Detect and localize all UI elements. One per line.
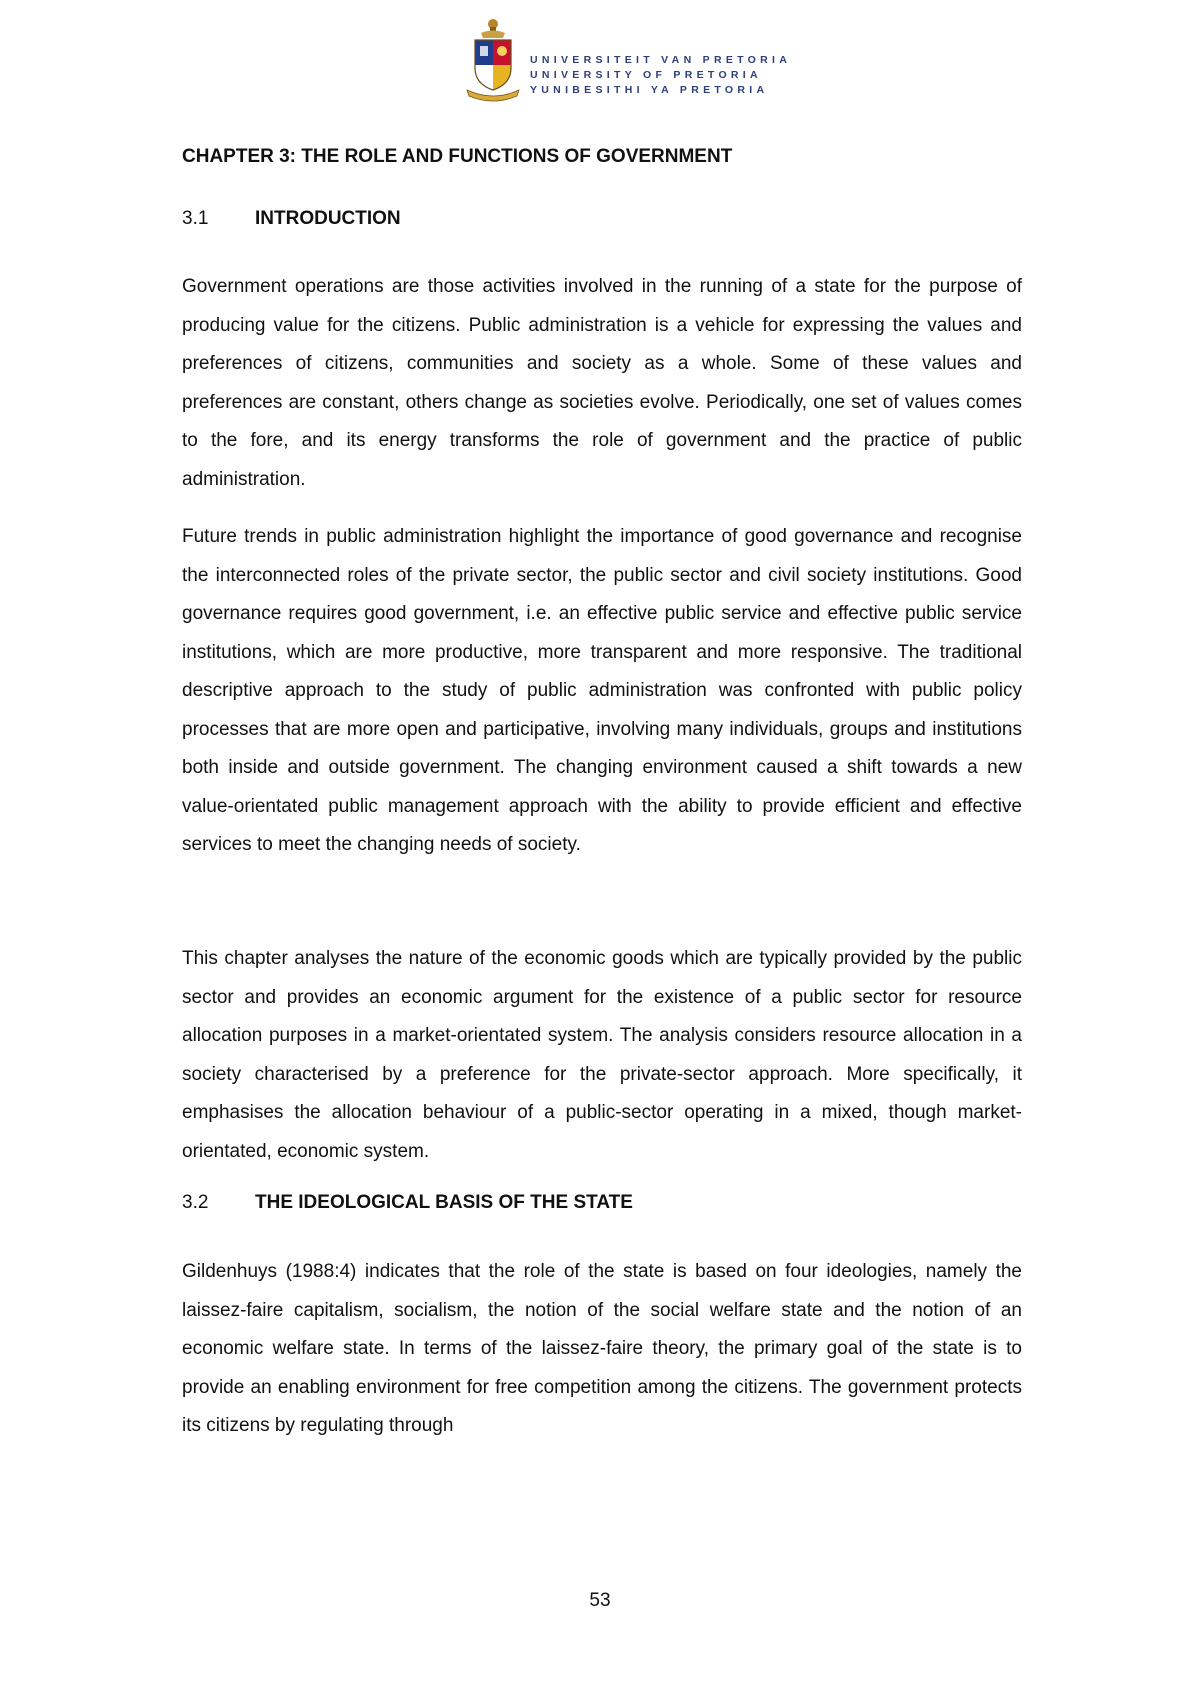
- paragraph: Future trends in public administration highlight the importance of good governance and recognise the interconnected roles of the private sector, the public sector and civil society institutions. Good governance requires good government, i.e. an effective public service and effective public service institutions, which are more productive, more transparent and more responsive. The traditional descriptive approach to the study of public administration was confronted with public policy processes that are more open and participative, involving many individuals, groups and institutions both inside and outside government. The changing environment caused a shift towards a new value-orientated public management approach with the ability to provide efficient and effective services to meet the changing needs of society.: [182, 526, 1022, 855]
- university-header: [463, 18, 792, 102]
- university-names: [530, 53, 791, 98]
- page-number: 53: [589, 1590, 611, 1611]
- paragraph: Government operations are those activities involved in the running of a state for the purpose of producing value for the citizens. Public administration is a vehicle for expressing the values and preferences of citizens, communities and society as a whole. Some of these values and preferences are constant, others change as societies evolve. Periodically, one set of values comes to the fore, and its energy transforms the role of government and the practice of public administration.: [182, 276, 1022, 490]
- section-number: 3.1: [182, 208, 209, 229]
- section-number: 3.2: [182, 1192, 209, 1213]
- university-crest-icon: [463, 18, 523, 102]
- university-name-afrikaans: UNIVERSITEIT VAN PRETORIA: [530, 54, 792, 66]
- paragraph: This chapter analyses the nature of the economic goods which are typically provided by the public sector and provides an economic argument for the existence of a public sector for resource allocation purposes in a market-orientated system. The analysis considers resource allocation in a society characterised by a preference for the private-sector approach. More specifically, it emphasises the allocation behaviour of a public-sector operating in a mixed, though market-orientated, economic system.: [182, 948, 1022, 1162]
- chapter-title: CHAPTER 3: THE ROLE AND FUNCTIONS OF GOVERNMENT: [182, 146, 733, 167]
- university-name-english: UNIVERSITY OF PRETORIA: [530, 69, 762, 81]
- paragraph: Gildenhuys (1988:4) indicates that the role of the state is based on four ideologies, namely the laissez-faire capitalism, socialism, the notion of the social welfare state and the notion of an economic welfare state. In terms of the laissez-faire theory, the primary goal of the state is to provide an enabling environment for free competition among the citizens. The government protects its citizens by regulating through: [182, 1261, 1022, 1436]
- section-title: INTRODUCTION: [255, 208, 401, 229]
- section-title: THE IDEOLOGICAL BASIS OF THE STATE: [255, 1192, 633, 1213]
- section-heading: [182, 208, 401, 230]
- section-heading: [182, 1192, 633, 1214]
- university-name-sepedi: YUNIBESITHI YA PRETORIA: [530, 84, 769, 96]
